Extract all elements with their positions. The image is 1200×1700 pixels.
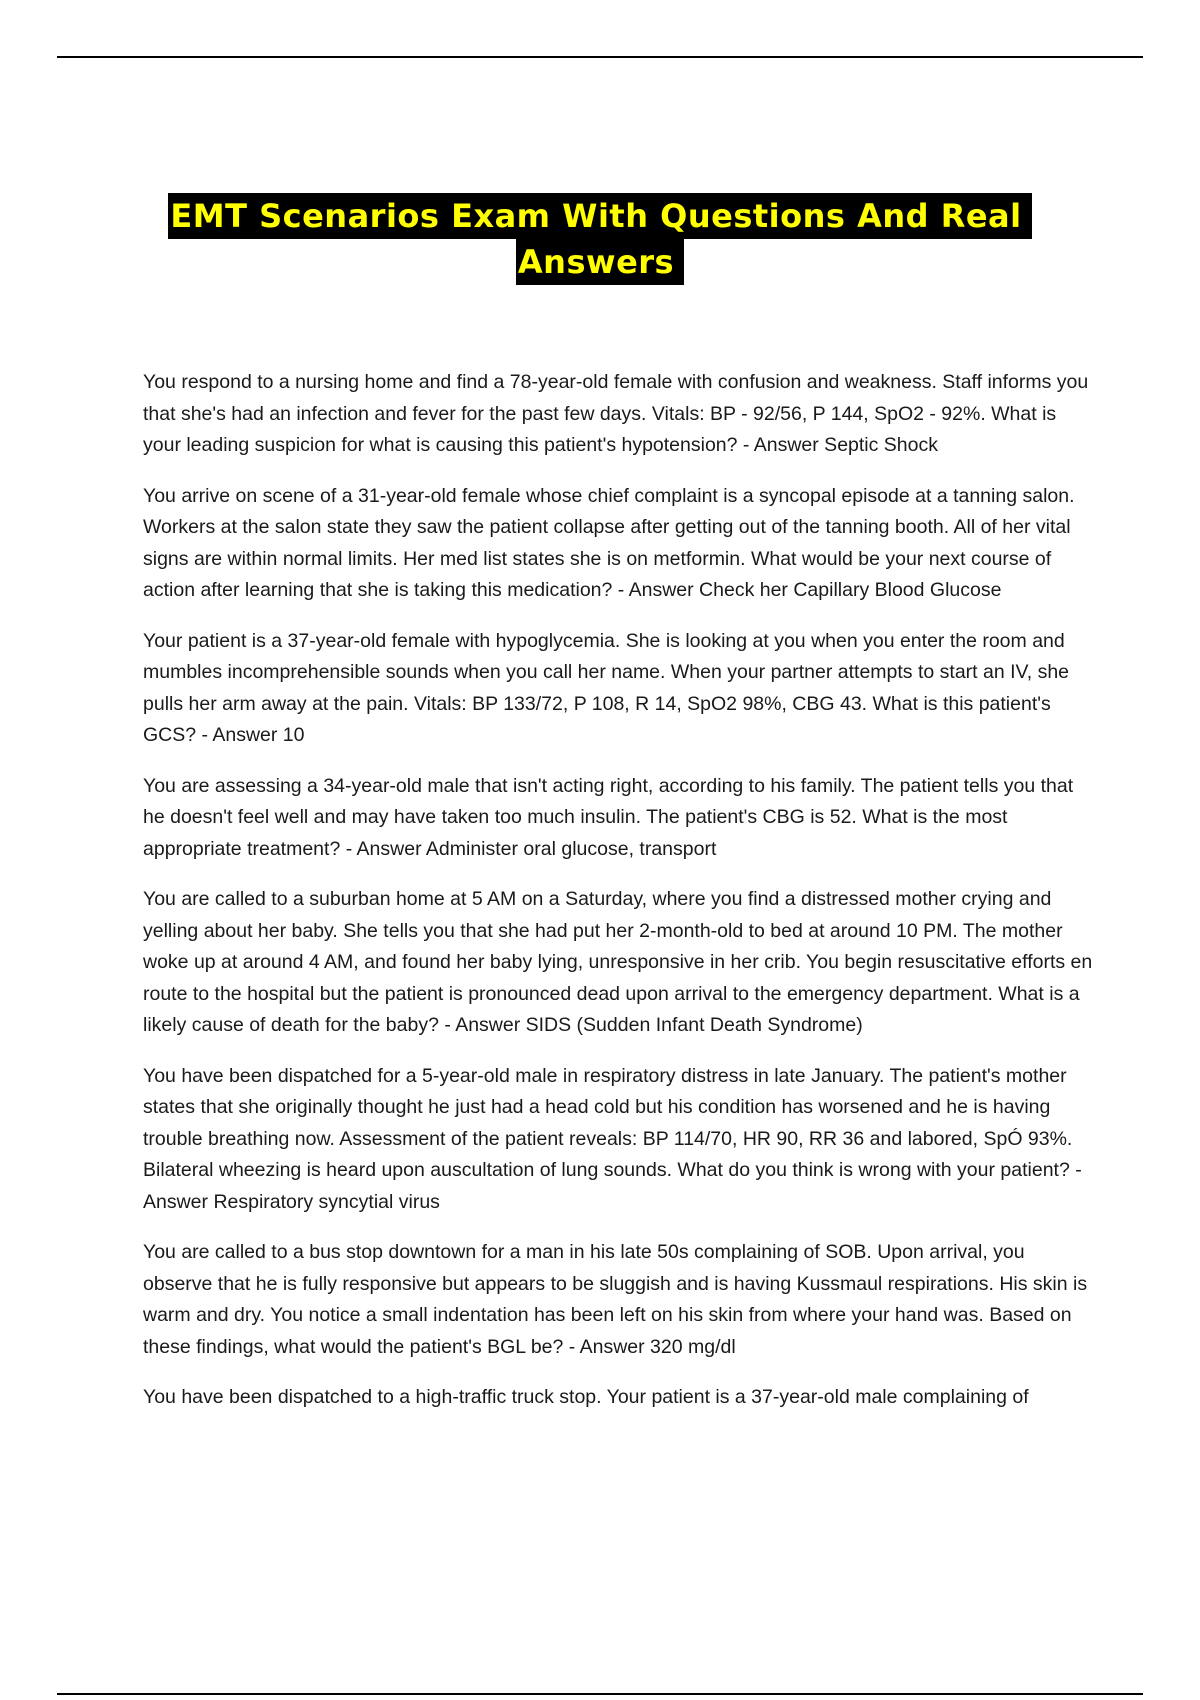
title-line-1: EMT Scenarios Exam With Questions And Real xyxy=(168,193,1031,239)
qa-entry-1: You respond to a nursing home and find a 78-year-old female with confusion and weakness. Staff informs you that she's had an infection and fever for the past few days. Vitals: BP - 92/56, P 144, SpO2 - 92%. What is your leading suspicion for what is causing this patient's hypotension? - Answer Septic Shock xyxy=(143,371,1089,456)
document-title xyxy=(0,193,1200,285)
qa-entry-3: Your patient is a 37-year-old female with hypoglycemia. She is looking at you when you enter the room and mumbles incomprehensible sounds when you call her name. When your partner attempts to start an IV, she pulls her arm away at the pain. Vitals: BP 133/72, P 108, R 14, SpO2 98%, CBG 43. What is this patient's GCS? - Answer 10 xyxy=(143,629,1070,746)
bottom-rule xyxy=(57,1693,1143,1695)
qa-entry-5: You are called to a suburban home at 5 AM on a Saturday, where you find a distressed mother crying and yelling about her baby. She tells you that she had put her 2-month-old to bed at around 10 PM. The mother woke up at around 4 AM, and found her baby lying, unresponsive in her crib. You begin resuscitative efforts en route to the hospital but the patient is pronounced dead upon arrival to the emergency department. What is a likely cause of death for the baby? - Answer SIDS (Sudden Infant Death Syndrome) xyxy=(143,888,1093,1036)
title-line-2: Answers xyxy=(516,239,684,285)
top-rule xyxy=(57,56,1143,58)
qa-entry-7: You are called to a bus stop downtown for a man in his late 50s complaining of SOB. Upon arrival, you observe that he is fully responsive but appears to be sluggish and is having Kussmaul respirations. His skin is warm and dry. You notice a small indentation has been left on his skin from where your hand was. Based on these findings, what would the patient's BGL be? - Answer 320 mg/dl xyxy=(143,1241,1088,1358)
qa-entry-6: You have been dispatched for a 5-year-old male in respiratory distress in late January. The patient's mother states that she originally thought he just had a head cold but his condition has worsened and he is having trouble breathing now. Assessment of the patient reveals: BP 114/70, HR 90, RR 36 and labored, SpÓ 93%. Bilateral wheezing is heard upon auscultation of lung sounds. What do you think is wrong with your patient? - Answer Respiratory syncytial virus xyxy=(143,1064,1082,1213)
document-body xyxy=(143,367,1093,1433)
qa-entry-8: You have been dispatched to a high-traffic truck stop. Your patient is a 37-year-old male complaining of xyxy=(143,1386,1029,1408)
qa-entry-2: You arrive on scene of a 31-year-old female whose chief complaint is a syncopal episode at a tanning salon. Workers at the salon state they saw the patient collapse after getting out of the tanning booth. All of her vital signs are within normal limits. Her med list states she is on metformin. What would be your next course of action after learning that she is taking this medication? - Answer Check her Capillary Blood Glucose xyxy=(143,484,1075,601)
qa-entry-4: You are assessing a 34-year-old male that isn't acting right, according to his family. The patient tells you that he doesn't feel well and may have taken too much insulin. The patient's CBG is 52. What is the most appropriate treatment? - Answer Administer oral glucose, transport xyxy=(143,774,1074,860)
